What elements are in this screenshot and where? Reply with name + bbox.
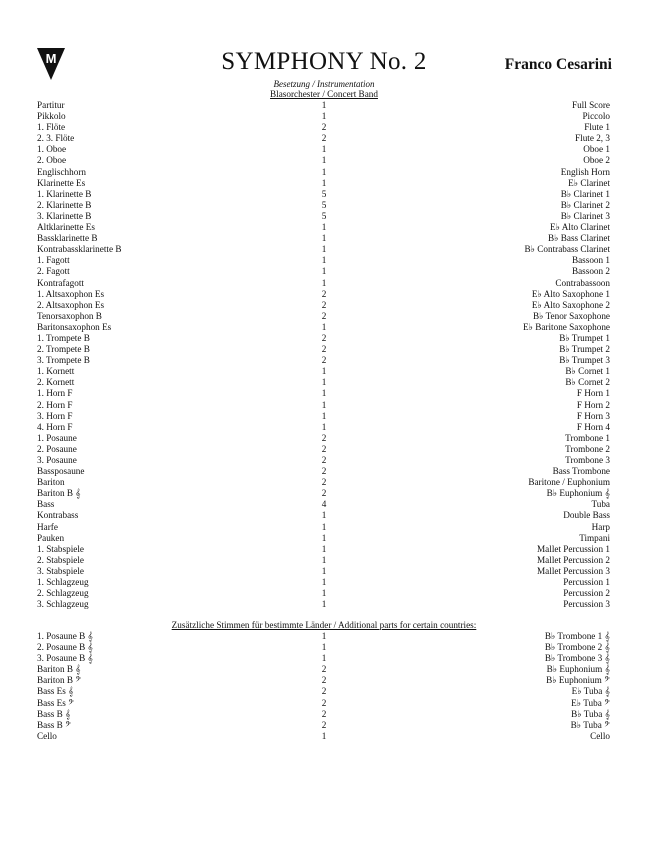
german-part-name: Kontrabass [37,510,79,521]
english-part-name: Full Score [571,100,610,110]
part-row [37,577,610,588]
english-part-name: B♭ Contrabass Clarinet [524,244,610,255]
german-part-name: 2. Trompete B [37,344,90,355]
part-row [37,499,610,510]
part-row [37,366,610,377]
part-row [37,631,610,642]
part-count: 2 [321,288,327,299]
part-count: 2 [321,664,327,675]
german-part-name: Altklarinette Es [37,222,95,233]
german-part-name: 1. Schlagzeug [37,577,89,588]
english-part-name: Percussion 3 [563,599,610,610]
english-part-name: B♭ Tuba 𝄢 [570,719,610,730]
part-count: 1 [321,166,327,177]
instrumentation-subtitle: Besetzung / Instrumentation [273,79,375,89]
german-part-name: Kontrafagott [37,277,84,288]
part-count: 1 [321,222,327,233]
part-count: 5 [321,199,327,210]
part-count: 1 [321,554,327,565]
part-count: 1 [321,730,327,741]
german-part-name: Cello [37,730,57,741]
part-row [37,233,610,244]
german-part-name: 3. Klarinette B [37,210,92,221]
german-part-name: 2. Schlagzeug [37,588,89,599]
english-part-name: Percussion 2 [563,588,610,599]
additional-parts-heading: Zusätzliche Stimmen für bestimmte Länder / Additional parts for certain countries: [171,620,477,630]
german-part-name: 1. Flöte [37,122,66,133]
composer-name: Franco Cesarini [504,56,612,73]
part-row [37,675,610,686]
german-part-name: Partitur [37,100,65,110]
part-row [37,344,610,355]
part-row [37,664,610,675]
german-part-name: Englischhorn [37,166,86,177]
part-row [37,300,610,311]
english-part-name: E♭ Tuba 𝄞 [571,686,610,697]
english-part-name: B♭ Cornet 1 [565,366,610,377]
part-count: 2 [321,310,327,321]
german-part-name: 1. Kornett [37,366,75,377]
part-row [37,322,610,333]
part-count: 2 [321,344,327,355]
part-count: 1 [321,510,327,521]
part-row [37,720,610,731]
part-count: 1 [321,255,327,266]
part-count: 2 [321,432,327,443]
part-count: 1 [321,177,327,188]
part-row [37,255,610,266]
english-part-name: E♭ Tuba 𝄢 [571,697,610,708]
english-part-name: Oboe 2 [583,155,610,166]
part-count: 2 [321,719,327,730]
part-row [37,510,610,521]
part-row [37,100,610,111]
english-part-name: Double Bass [563,510,610,521]
part-count: 2 [321,697,327,708]
german-part-name: 2. Fagott [37,266,70,277]
german-part-name: 1. Posaune [37,432,77,443]
german-part-name: Bassklarinette B [37,233,98,244]
part-row [37,167,610,178]
part-row [37,433,610,444]
german-part-name: Klarinette Es [37,177,86,188]
part-row [37,477,610,488]
part-row [37,488,610,499]
part-count: 2 [321,455,327,465]
english-part-name: Mallet Percussion 1 [537,543,610,554]
part-row [37,522,610,533]
english-part-name: Trombone 1 [565,432,610,443]
german-part-name: 2. Altsaxophon Es [37,299,105,310]
part-count: 2 [321,477,327,488]
german-part-name: 2. Posaune B 𝄞 [37,642,93,653]
english-part-name: E♭ Alto Clarinet [550,222,610,233]
part-row [37,533,610,544]
german-part-name: 1. Horn F [37,388,73,399]
part-row [37,642,610,653]
part-count: 1 [321,377,327,388]
english-part-name: B♭ Tenor Saxophone [532,310,610,321]
part-row [37,178,610,189]
part-row [37,686,610,697]
part-row [37,278,610,289]
part-row [37,588,610,599]
german-part-name: Harfe [37,521,58,532]
english-part-name: Cello [590,730,610,741]
english-part-name: B♭ Trombone 2 𝄞 [544,642,610,653]
part-count: 2 [321,488,327,499]
part-count: 1 [321,421,327,432]
part-row [37,333,610,344]
part-count: 1 [321,388,327,399]
english-part-name: B♭ Euphonium 𝄞 [546,664,610,675]
english-part-name: Harp [591,521,610,532]
english-part-name: B♭ Clarinet 2 [560,199,610,210]
english-part-name: Baritone / Euphonium [528,477,610,488]
part-count: 1 [321,277,327,288]
part-count: 1 [321,100,327,110]
part-count: 2 [321,443,327,454]
english-part-name: F Horn 3 [576,410,610,421]
part-count: 4 [321,499,327,510]
part-row [37,388,610,399]
page-title: SYMPHONY No. 2 [221,48,427,75]
english-part-name: B♭ Trombone 1 𝄞 [544,631,610,641]
english-part-name: E♭ Alto Saxophone 2 [531,299,610,310]
german-part-name: 2. Stabspiele [37,554,84,565]
english-part-name: Percussion 1 [563,577,610,588]
part-row [37,189,610,200]
german-part-name: Bariton [37,477,65,488]
english-part-name: B♭ Bass Clarinet [547,233,610,244]
part-row [37,266,610,277]
part-count: 5 [321,210,327,221]
german-part-name: 3. Stabspiele [37,565,84,576]
english-part-name: B♭ Cornet 2 [565,377,610,388]
part-row [37,355,610,366]
part-count: 2 [321,332,327,343]
german-part-name: Tenorsaxophon B [37,310,102,321]
german-part-name: 2. Oboe [37,155,67,166]
english-part-name: F Horn 4 [576,421,610,432]
german-part-name: 4. Horn F [37,421,73,432]
german-part-name: 3. Posaune [37,455,77,465]
part-row [37,144,610,155]
german-part-name: 2. 3. Flöte [37,133,75,144]
part-row [37,698,610,709]
german-part-name: 2. Kornett [37,377,75,388]
part-count: 1 [321,144,327,155]
part-count: 1 [321,532,327,543]
part-row [37,311,610,322]
part-row [37,731,610,742]
part-count: 1 [321,577,327,588]
part-row [37,400,610,411]
part-count: 1 [321,599,327,610]
part-count: 1 [321,321,327,332]
english-part-name: F Horn 2 [576,399,610,410]
english-part-name: Piccolo [582,111,610,122]
english-part-name: Trombone 2 [565,443,610,454]
part-row [37,566,610,577]
part-count: 1 [321,631,327,641]
german-part-name: Bass B 𝄞 [37,708,71,719]
english-part-name: F Horn 1 [576,388,610,399]
german-part-name: 1. Fagott [37,255,70,266]
german-part-name: 1. Altsaxophon Es [37,288,105,299]
part-count: 1 [321,266,327,277]
german-part-name: Bariton B 𝄢 [37,675,82,686]
part-count: 2 [321,466,327,477]
part-row [37,244,610,255]
english-part-name: B♭ Clarinet 3 [560,210,610,221]
english-part-name: B♭ Trumpet 2 [559,344,610,355]
part-row [37,422,610,433]
part-count: 1 [321,410,327,421]
english-part-name: Flute 2, 3 [575,133,610,144]
part-row [37,555,610,566]
part-row [37,122,610,133]
part-row [37,653,610,664]
part-count: 1 [321,588,327,599]
german-part-name: 2. Klarinette B [37,199,92,210]
german-part-name: 1. Trompete B [37,332,90,343]
german-part-name: 2. Posaune [37,443,77,454]
english-part-name: E♭ Clarinet [568,177,610,188]
part-row [37,544,610,555]
part-row [37,289,610,300]
english-part-name: E♭ Alto Saxophone 1 [531,288,610,299]
part-count: 2 [321,686,327,697]
part-count: 1 [321,399,327,410]
part-count: 1 [321,543,327,554]
part-row [37,133,610,144]
english-part-name: Bass Trombone [552,466,610,477]
english-part-name: Contrabassoon [555,277,610,288]
part-count: 1 [321,244,327,255]
instrumentation-list [37,100,610,610]
english-part-name: B♭ Euphonium 𝄞 [546,488,610,499]
part-count: 1 [321,111,327,122]
german-part-name: Pikkolo [37,111,66,122]
part-count: 2 [321,355,327,366]
german-part-name: Kontrabassklarinette B [37,244,122,255]
part-row [37,455,610,466]
english-part-name: B♭ Tuba 𝄞 [571,708,610,719]
part-count: 1 [321,366,327,377]
english-part-name: Tuba [591,499,610,510]
german-part-name: 3. Schlagzeug [37,599,89,610]
ensemble-heading: Blasorchester / Concert Band [270,89,378,99]
german-part-name: Bass Es 𝄞 [37,686,74,697]
part-count: 1 [321,565,327,576]
english-part-name: Bassoon 2 [571,266,610,277]
english-part-name: Mallet Percussion 2 [537,554,610,565]
english-part-name: Timpani [579,532,610,543]
part-row [37,200,610,211]
part-count: 2 [321,122,327,133]
german-part-name: 3. Trompete B [37,355,90,366]
english-part-name: B♭ Trumpet 3 [559,355,610,366]
part-count: 5 [321,188,327,199]
german-part-name: 1. Posaune B 𝄞 [37,631,93,641]
english-part-name: B♭ Trombone 3 𝄞 [544,653,610,664]
english-part-name: B♭ Trumpet 1 [559,332,610,343]
german-part-name: 2. Horn F [37,399,73,410]
german-part-name: Baritonsaxophon Es [37,321,112,332]
english-part-name: Trombone 3 [565,455,610,465]
part-row [37,709,610,720]
german-part-name: 1. Klarinette B [37,188,92,199]
part-row [37,155,610,166]
german-part-name: Bariton B 𝄞 [37,488,81,499]
part-count: 1 [321,155,327,166]
part-count: 2 [321,708,327,719]
part-row [37,444,610,455]
svg-text:M: M [45,51,57,66]
part-row [37,599,610,610]
part-row [37,111,610,122]
german-part-name: Bassposaune [37,466,85,477]
english-part-name: E♭ Baritone Saxophone [522,321,610,332]
part-count: 2 [321,675,327,686]
english-part-name: B♭ Clarinet 1 [560,188,610,199]
german-part-name: Bass [37,499,55,510]
english-part-name: Oboe 1 [583,144,610,155]
german-part-name: Pauken [37,532,65,543]
additional-parts-list [37,631,610,742]
english-part-name: English Horn [560,166,610,177]
part-count: 1 [321,653,327,664]
part-row [37,222,610,233]
part-row [37,466,610,477]
german-part-name: Bass B 𝄢 [37,719,71,730]
german-part-name: 3. Posaune B 𝄞 [37,653,93,664]
german-part-name: Bariton B 𝄞 [37,664,81,675]
german-part-name: 1. Oboe [37,144,67,155]
part-count: 1 [321,642,327,653]
german-part-name: Bass Es 𝄢 [37,697,75,708]
part-count: 2 [321,299,327,310]
part-count: 2 [321,133,327,144]
part-row [37,211,610,222]
part-row [37,377,610,388]
german-part-name: 3. Horn F [37,410,73,421]
english-part-name: B♭ Euphonium 𝄢 [546,675,610,686]
english-part-name: Flute 1 [584,122,610,133]
part-row [37,411,610,422]
german-part-name: 1. Stabspiele [37,543,84,554]
part-count: 1 [321,233,327,244]
english-part-name: Bassoon 1 [571,255,610,266]
english-part-name: Mallet Percussion 3 [537,565,610,576]
part-count: 1 [321,521,327,532]
